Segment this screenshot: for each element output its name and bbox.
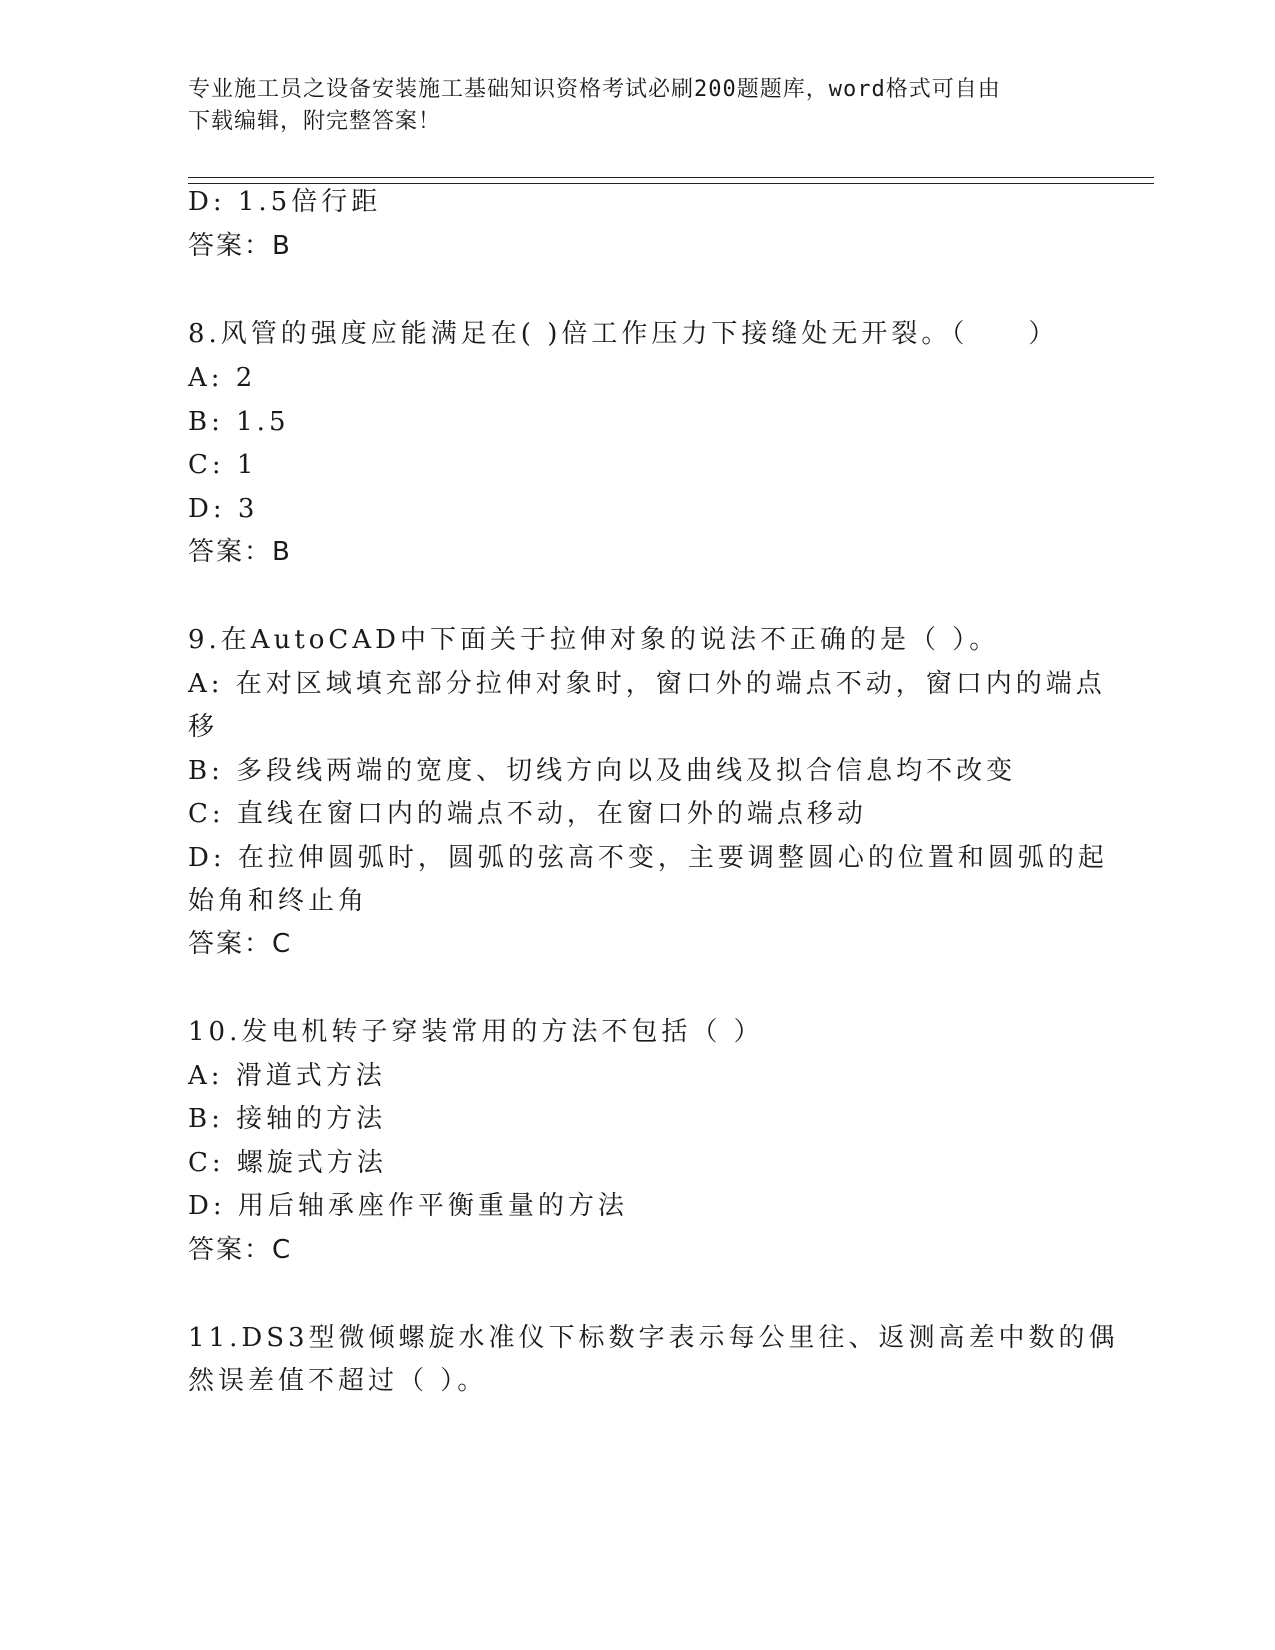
q7-answer: 答案：B bbox=[188, 231, 292, 261]
q8-option-d: D: 3 bbox=[188, 494, 259, 524]
header-divider-top bbox=[188, 177, 1154, 178]
q10-option-b: B: 接轴的方法 bbox=[188, 1104, 387, 1134]
q11-stem-line-2: 然误差值不超过（ ）。 bbox=[188, 1366, 488, 1396]
q11-stem-line-1: 11.DS3型微倾螺旋水准仪下标数字表示每公里往、返测高差中数的偶 bbox=[188, 1323, 1119, 1353]
q7-option-d: D: 1.5倍行距 bbox=[188, 187, 382, 217]
q8-answer: 答案：B bbox=[188, 537, 292, 567]
q9-option-a-line-1: A: 在对区域填充部分拉伸对象时，窗口外的端点不动，窗口内的端点 bbox=[188, 669, 1106, 699]
q8-option-b: B: 1.5 bbox=[188, 407, 290, 437]
q9-option-b: B: 多段线两端的宽度、切线方向以及曲线及拟合信息均不改变 bbox=[188, 756, 1017, 786]
q10-option-d: D: 用后轴承座作平衡重量的方法 bbox=[188, 1191, 628, 1221]
q9-option-a-line-2: 移 bbox=[188, 712, 219, 742]
q9-option-d-line-1: D: 在拉伸圆弧时，圆弧的弦高不变，主要调整圆心的位置和圆弧的起 bbox=[188, 843, 1108, 873]
q8-stem: 8.风管的强度应能满足在( )倍工作压力下接缝处无开裂。（ ） bbox=[188, 319, 1059, 349]
q10-option-c: C: 螺旋式方法 bbox=[188, 1148, 387, 1178]
q9-stem: 9.在AutoCAD中下面关于拉伸对象的说法不正确的是（ ）。 bbox=[188, 625, 1000, 655]
q10-answer: 答案：C bbox=[188, 1235, 293, 1265]
q9-option-c: C: 直线在窗口内的端点不动，在窗口外的端点移动 bbox=[188, 799, 867, 829]
q10-option-a: A: 滑道式方法 bbox=[188, 1061, 386, 1091]
header-line-1: 专业施工员之设备安装施工基础知识资格考试必刷200题题库，word格式可自由 bbox=[188, 77, 1001, 102]
q9-option-d-line-2: 始角和终止角 bbox=[188, 886, 369, 916]
q8-option-c: C: 1 bbox=[188, 450, 258, 480]
q10-stem: 10.发电机转子穿装常用的方法不包括（ ） bbox=[188, 1017, 764, 1047]
q8-option-a: A: 2 bbox=[188, 363, 257, 393]
document-header bbox=[188, 74, 1068, 138]
header-line-2: 下载编辑，附完整答案！ bbox=[188, 109, 442, 134]
q9-answer: 答案：C bbox=[188, 929, 293, 959]
